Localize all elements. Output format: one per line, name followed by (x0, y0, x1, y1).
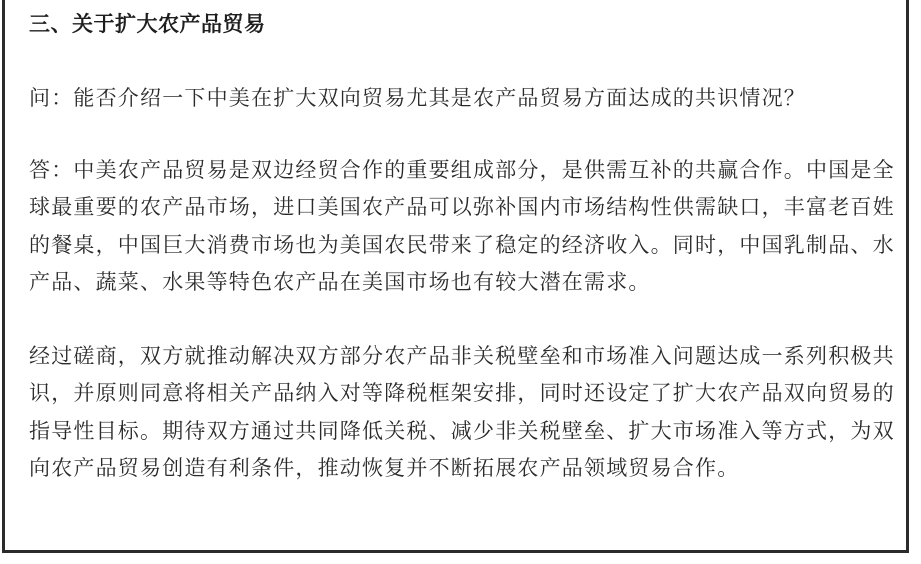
answer-paragraph-2: 经过磋商，双方就推动解决双方部分农产品非关税壁垒和市场准入问题达成一系列积极共识，并原则同意将相关产品纳入对等降税框架安排，同时还设定了扩大农产品双向贸易的指导性目标。期待双方通过共同降低关税、减少非关税壁垒、扩大市场准入等方式，为双向农产品贸易创造有利条件，推动恢复并不断拓展农产品领域贸易合作。 (29, 343, 895, 480)
document-frame (2, 0, 909, 553)
document-content (29, 6, 909, 488)
question-paragraph: 问：能否介绍一下中美在扩大双向贸易尤其是农产品贸易方面达成的共识情况？ (29, 86, 806, 110)
section-heading: 三、关于扩大农产品贸易 (29, 12, 266, 36)
answer-paragraph-1: 答：中美农产品贸易是双边经贸合作的重要组成部分，是供需互补的共赢合作。中国是全球最重要的农产品市场，进口美国农产品可以弥补国内市场结构性供需缺口，丰富老百姓的餐桌，中国巨大消费市场也为美国农民带来了稳定的经济收入。同时，中国乳制品、水产品、蔬菜、水果等特色农产品在美国市场也有较大潜在需求。 (29, 157, 895, 294)
